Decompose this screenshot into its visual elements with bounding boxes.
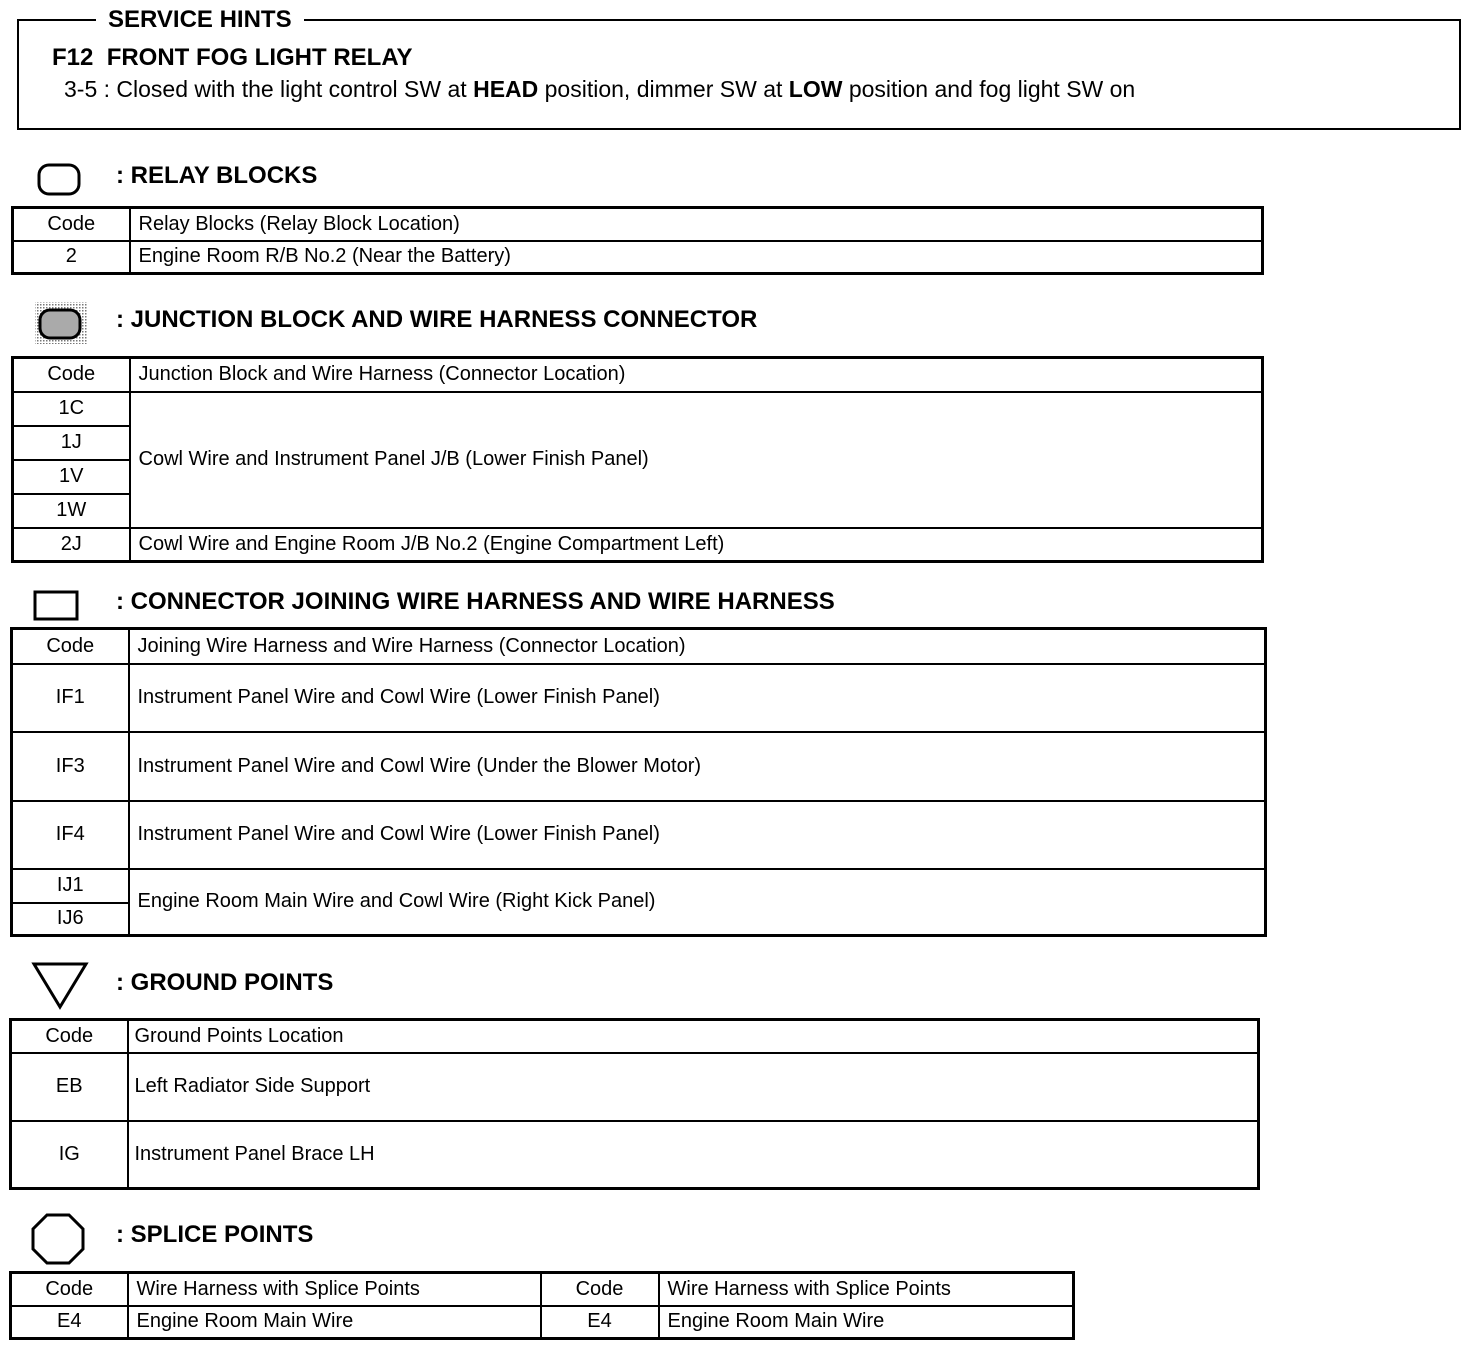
table-row [11,1053,1259,1121]
header-code: Code [541,1273,659,1306]
cell-description: Instrument Panel Wire and Cowl Wire (Lower Finish Panel) [129,664,1266,732]
cell-code: IJ6 [12,903,129,936]
service-hint-line [64,76,1135,103]
cell-code: IG [11,1121,128,1189]
junction-block-table [11,356,1264,563]
header-description: Wire Harness with Splice Points [659,1273,1074,1306]
cell-description: Left Radiator Side Support [128,1053,1259,1121]
cell-code: EB [11,1053,128,1121]
cell-code: IJ1 [12,869,129,903]
table-row [12,732,1266,801]
header-description: Relay Blocks (Relay Block Location) [130,208,1263,241]
octagon-icon [30,1212,86,1266]
ground-points-table [9,1018,1260,1190]
table-row [12,801,1266,869]
cell-code: 2J [13,528,130,562]
table-row [13,241,1263,274]
hint-bold-head: HEAD [473,76,539,102]
relay-blocks-table [11,206,1264,275]
table-header-row [11,1020,1259,1053]
hint-prefix: 3-5 : Closed with the light control SW at [64,76,474,102]
connector-title: : CONNECTOR JOINING WIRE HARNESS AND WIRE HARNESS [116,588,835,615]
ground-points-title: : GROUND POINTS [116,969,334,996]
header-code: Code [11,1273,128,1306]
cell-code: 1W [13,494,130,528]
table-row [11,1121,1259,1189]
table-header-row [13,208,1263,241]
cell-description: Engine Room Main Wire [128,1306,541,1339]
cell-code: IF3 [12,732,129,801]
rounded-rectangle-icon [36,162,84,198]
service-hints-title: F12 FRONT FOG LIGHT RELAY [52,44,413,71]
table-row [13,392,1263,426]
triangle-down-icon [30,960,90,1012]
cell-code: 1V [13,460,130,494]
cell-code: E4 [541,1306,659,1339]
cell-description: Instrument Panel Wire and Cowl Wire (Lower Finish Panel) [129,801,1266,869]
table-row [11,1306,1074,1339]
cell-code: 1C [13,392,130,426]
cell-code: IF1 [12,664,129,732]
table-header-row [13,358,1263,392]
hint-bold-low: LOW [788,76,843,102]
cell-description: Engine Room Main Wire and Cowl Wire (Right Kick Panel) [129,869,1266,936]
splice-points-title: : SPLICE POINTS [116,1221,314,1248]
table-header-row [12,629,1266,664]
header-description: Ground Points Location [128,1020,1259,1053]
splice-points-table [9,1271,1075,1340]
header-description: Wire Harness with Splice Points [128,1273,541,1306]
shaded-rounded-rectangle-icon [34,301,88,345]
header-description: Joining Wire Harness and Wire Harness (Connector Location) [129,629,1266,664]
hint-mid: position, dimmer SW at [538,76,789,102]
header-code: Code [13,358,130,392]
cell-code: 2 [13,241,130,274]
cell-description: Engine Room Main Wire [659,1306,1074,1339]
table-header-row [11,1273,1074,1306]
cell-code: 1J [13,426,130,460]
table-row [12,664,1266,732]
cell-description: Cowl Wire and Engine Room J/B No.2 (Engine Compartment Left) [130,528,1263,562]
rectangle-icon [33,589,81,623]
cell-description: Instrument Panel Brace LH [128,1121,1259,1189]
hint-suffix: position and fog light SW on [842,76,1136,102]
service-hints-heading: SERVICE HINTS [96,6,304,34]
junction-block-title: : JUNCTION BLOCK AND WIRE HARNESS CONNECTOR [116,306,758,333]
header-code: Code [12,629,129,664]
header-code: Code [13,208,130,241]
table-row [13,528,1263,562]
cell-code: E4 [11,1306,128,1339]
service-hints-box [17,19,1461,130]
cell-code: IF4 [12,801,129,869]
cell-description: Engine Room R/B No.2 (Near the Battery) [130,241,1263,274]
connector-table [10,627,1267,937]
cell-description: Cowl Wire and Instrument Panel J/B (Lower Finish Panel) [130,392,1263,528]
table-row [12,869,1266,903]
cell-description: Instrument Panel Wire and Cowl Wire (Under the Blower Motor) [129,732,1266,801]
header-description: Junction Block and Wire Harness (Connector Location) [130,358,1263,392]
relay-blocks-title: : RELAY BLOCKS [116,162,318,189]
header-code: Code [11,1020,128,1053]
